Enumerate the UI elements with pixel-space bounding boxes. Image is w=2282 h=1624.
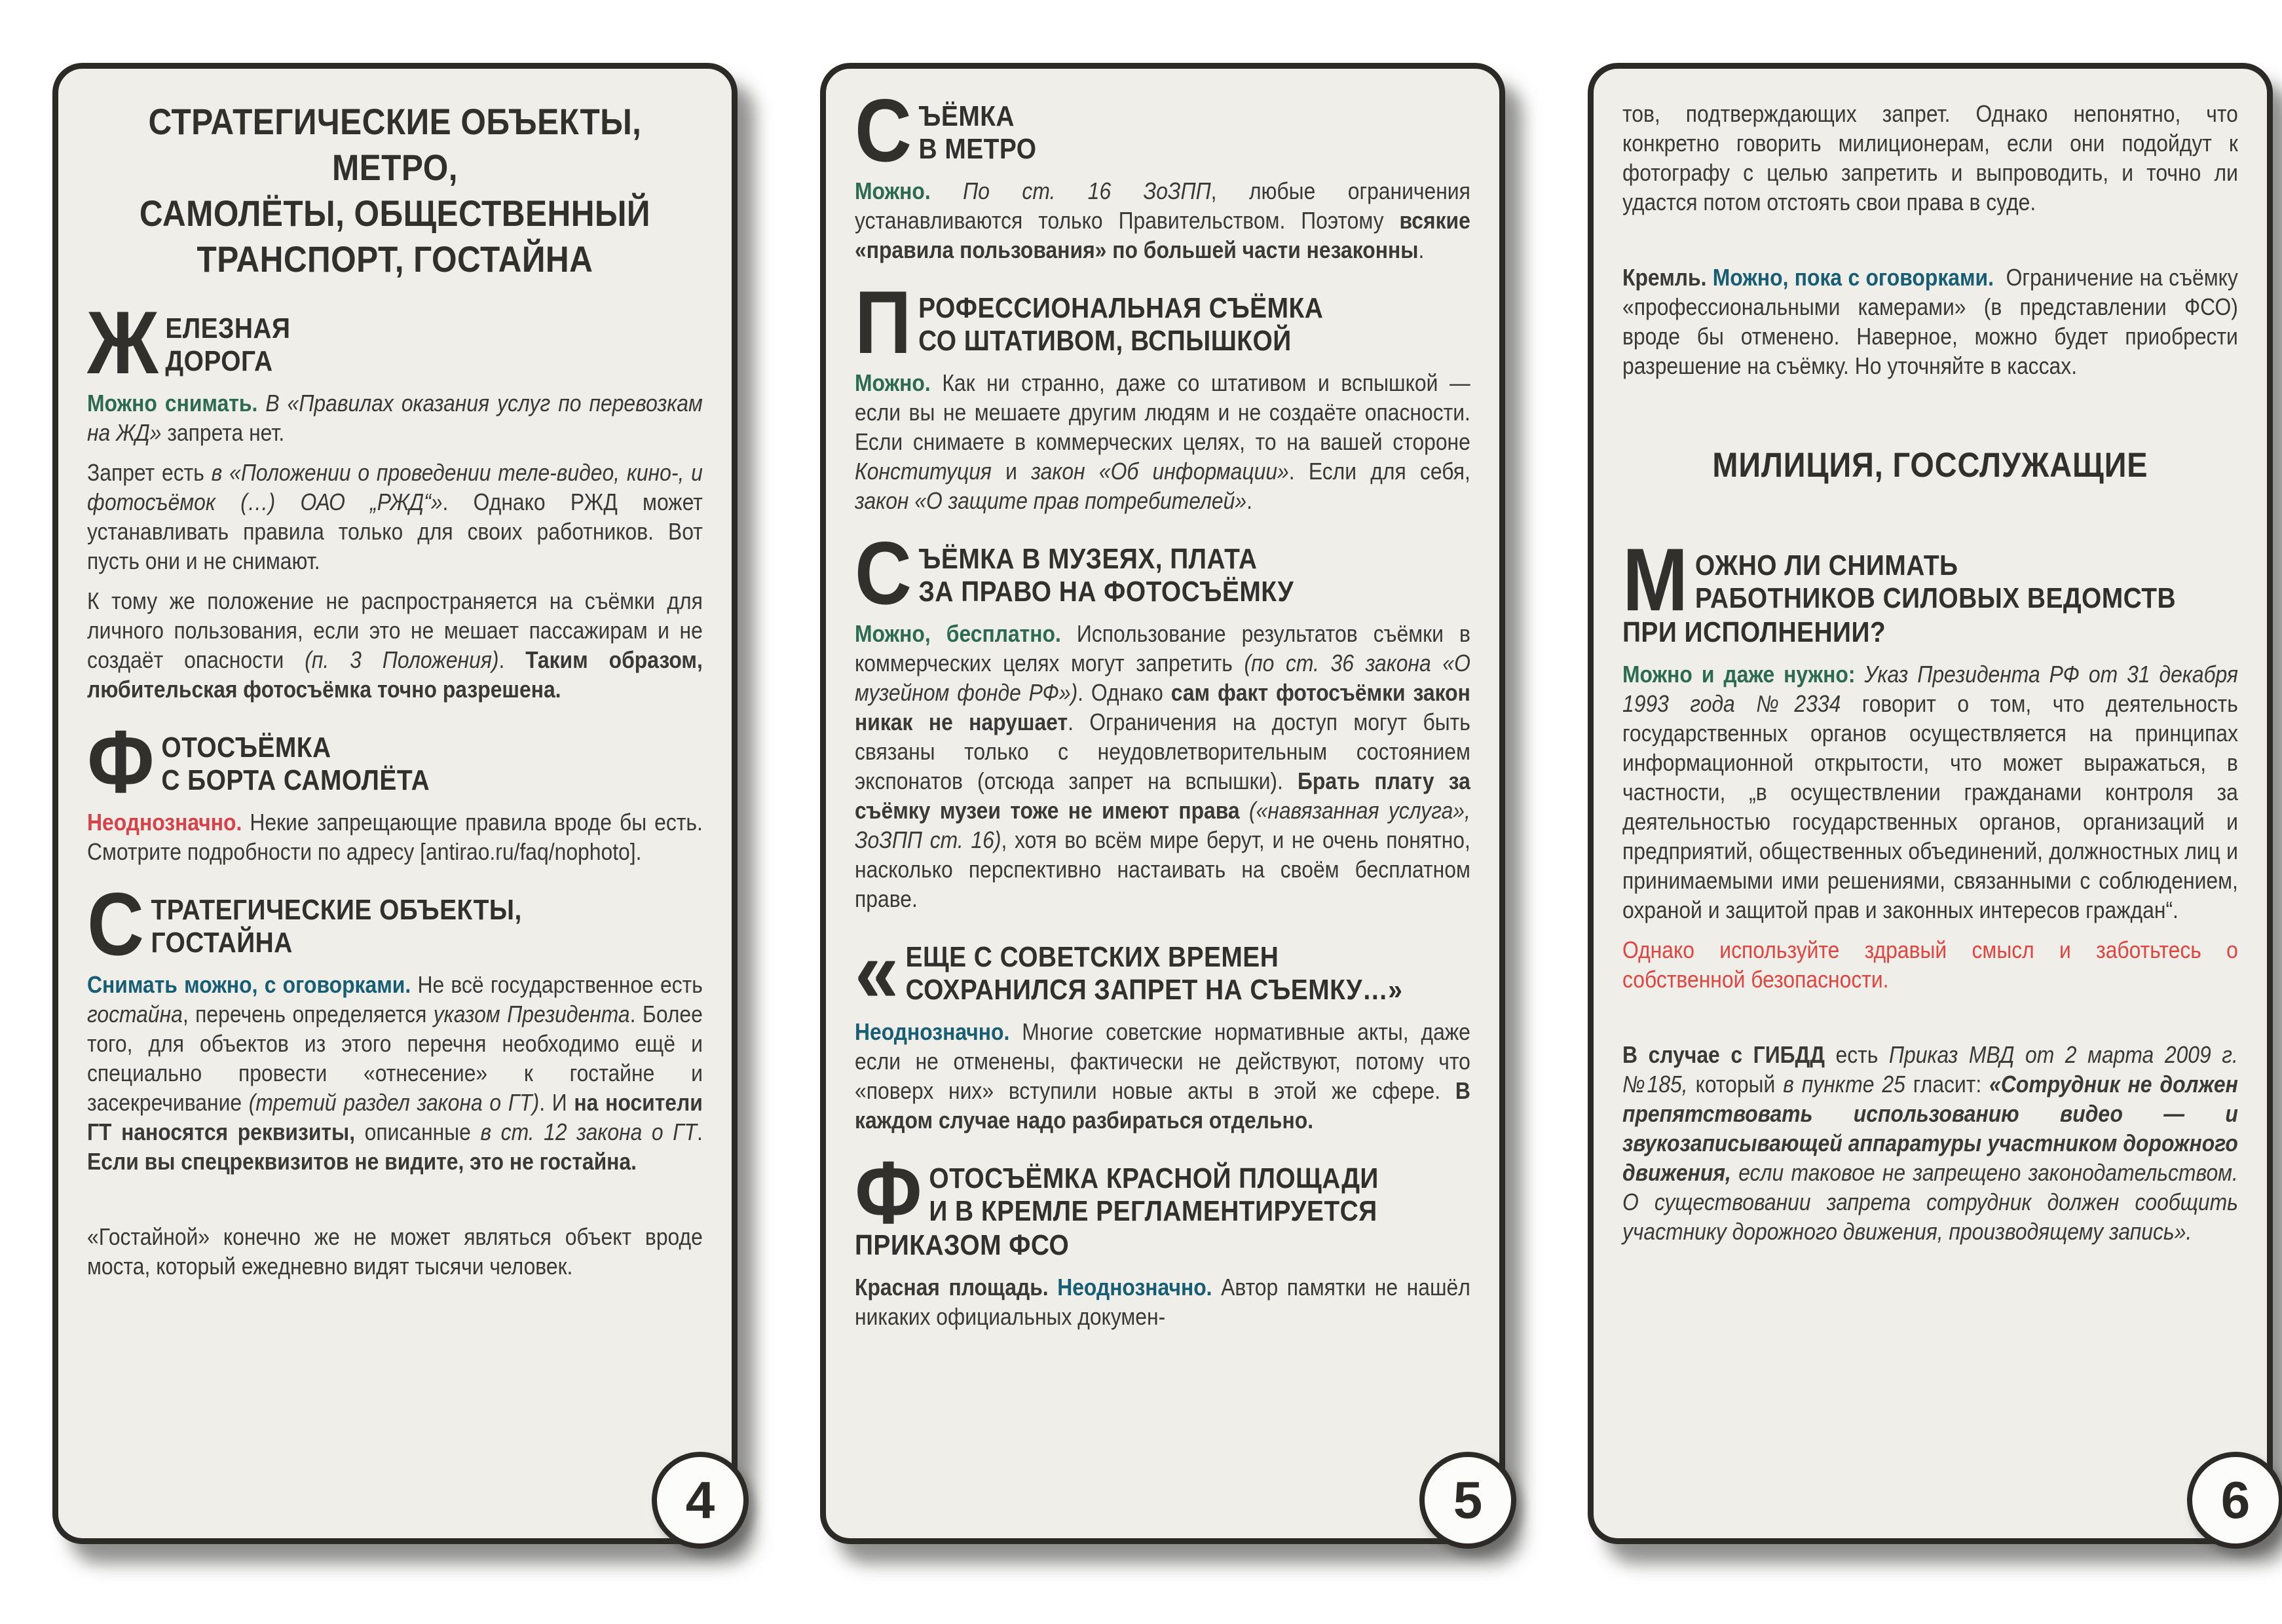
text-run: . Более того, для объектов из этого перечня необходимо ещё и специально провести «отнесение» к гостайне и засекречивание bbox=[87, 1001, 709, 1116]
drop-cap: П bbox=[855, 272, 912, 372]
text-run: К тому же положение не распространяется на съёмки для личного пользования, если это не мешает пассажирам и не создаёт опасности bbox=[87, 587, 709, 673]
text-run: . bbox=[697, 1118, 709, 1145]
text-run: всякие «правила пользования» по большей части незаконны bbox=[855, 207, 1476, 263]
text-run: Многие советские нормативные акты, даже если не отменены, фактически не действуют, потому что «поверх них» вступили новые акты в этой же сфере. bbox=[855, 1018, 1476, 1104]
section-heading-top bbox=[1622, 530, 2238, 629]
drop-cap: « bbox=[855, 921, 899, 1021]
section-heading-line: ЕЛЕЗНАЯ bbox=[165, 312, 291, 344]
text-run: Ограничение на съёмку «профессиональными камерами» (в представлении ФСО) вроде бы отменено. Наверное, можно будет приобрести разрешение на съёмку. Но уточняйте в кассах. bbox=[1622, 264, 2244, 379]
text-run: Таким образом, любительская фотосъёмка точно разрешена. bbox=[87, 646, 709, 703]
text-run bbox=[931, 177, 963, 204]
section-heading bbox=[87, 712, 703, 811]
paragraph bbox=[1622, 935, 2244, 994]
text-run: Указ Президента РФ от 31 декабря 1993 года №2334 bbox=[1622, 661, 2244, 717]
section-heading-line: В МЕТРО bbox=[918, 133, 1037, 165]
section-heading-line: СОХРАНИЛСЯ ЗАПРЕТ НА СЪЕМКУ…» bbox=[905, 974, 1403, 1006]
paragraph bbox=[87, 970, 709, 1176]
text-run: Приказ МВД от 2 марта 2009 г. №185, bbox=[1622, 1041, 2244, 1098]
text-run: Запрет есть bbox=[87, 459, 212, 486]
drop-cap: М bbox=[1622, 530, 1689, 629]
section-heading-top bbox=[855, 81, 1470, 180]
text-run: («навязанная услуга», ЗоЗПП ст. 16) bbox=[855, 797, 1476, 853]
section-heading-line: ОТОСЪЁМКА bbox=[161, 731, 331, 764]
card-inner bbox=[58, 69, 732, 1538]
drop-cap: Ф bbox=[87, 712, 155, 811]
text-run: В каждом случае надо разбираться отдельно. bbox=[855, 1077, 1476, 1134]
paragraph bbox=[87, 388, 709, 447]
paragraph bbox=[1622, 99, 2244, 217]
text-run: . Ограничения на доступ могут быть связаны только с неудовлетворительным состоянием экспонатов (отсюда запрет на вспышки). bbox=[855, 709, 1476, 794]
text-run: в пункте 25 bbox=[1783, 1071, 1905, 1098]
section-heading-top bbox=[87, 293, 703, 392]
section-heading-line: РАБОТНИКОВ СИЛОВЫХ ВЕДОМСТВ bbox=[1694, 582, 2177, 614]
text-run: , перечень определяется bbox=[182, 1001, 434, 1027]
section-heading bbox=[855, 272, 1470, 372]
section-heading-lines bbox=[906, 940, 1403, 1006]
section-heading-lines bbox=[161, 730, 430, 797]
paragraph bbox=[1622, 1040, 2244, 1246]
card-inner bbox=[1594, 69, 2267, 1538]
text-run: указом Президента bbox=[433, 1001, 630, 1027]
section-heading-line: РОФЕССИОНАЛЬНАЯ СЪЁМКА bbox=[918, 292, 1324, 324]
text-run: Кремль. bbox=[1622, 264, 1713, 291]
text-run: . Однако bbox=[1077, 679, 1171, 706]
drop-cap: С bbox=[87, 874, 144, 974]
section-heading-top bbox=[855, 921, 1470, 1021]
text-run: . bbox=[498, 646, 526, 673]
text-run: есть bbox=[1824, 1041, 1889, 1068]
section-heading-line: ОЖНО ЛИ СНИМАТЬ bbox=[1694, 549, 1958, 581]
text-run: Как ни странно, даже со штативом и вспышкой — если вы не мешаете другим людям и не создаёте опасности. Если снимаете в коммерческих целях, то на вашей стороне bbox=[855, 369, 1476, 455]
text-run: говорит о том, что деятельность государственных органов осуществляется на принципах информационной открытости, что может выражаться, в частности, „в осуществлении гражданами контроля за деятельностью государственных органов, организаций и предприятий, общественных объединений, должностных лиц и принимаемыми ими решениями, связанными с соблюдением, охраной и защитой прав и законных интересов граждан“. bbox=[1622, 690, 2244, 923]
section-heading-line: ДОРОГА bbox=[165, 345, 273, 377]
section-heading-line: ЕЩЕ С СОВЕТСКИХ ВРЕМЕН bbox=[905, 941, 1279, 973]
drop-cap: С bbox=[855, 81, 912, 180]
text-run: Можно снимать. bbox=[87, 390, 258, 416]
text-run: в «Положении о проведении теле-видео, кино-, и фотосъёмок (…) ОАО „РЖД“» bbox=[87, 459, 709, 515]
paragraph bbox=[855, 1272, 1476, 1331]
page-number-badge bbox=[652, 1452, 749, 1549]
section-heading-line: ЪЁМКА В МУЗЕЯХ, ПЛАТА bbox=[918, 543, 1258, 575]
paragraph bbox=[87, 1222, 709, 1281]
page-number: 4 bbox=[685, 1471, 715, 1529]
paragraph bbox=[855, 176, 1476, 265]
section-heading-lines bbox=[919, 542, 1294, 608]
text-run: . Однако РЖД может устанавливать правила только для своих работников. Вот пусть они и не снимают. bbox=[87, 489, 709, 574]
section-heading-line: ОТОСЪЁМКА КРАСНОЙ ПЛОЩАДИ bbox=[929, 1162, 1379, 1194]
card-content bbox=[855, 81, 1476, 1331]
text-run: Конституция bbox=[855, 458, 992, 485]
card-title-line: САМОЛЁТЫ, ОБЩЕСТВЕННЫЙ bbox=[139, 193, 650, 234]
section-heading-top bbox=[87, 712, 703, 811]
paragraph bbox=[1622, 263, 2244, 380]
text-run: . И bbox=[539, 1089, 574, 1116]
section-heading bbox=[855, 81, 1470, 180]
text-run: Можно и даже нужно: bbox=[1622, 661, 1865, 688]
text-run: . Если для себя, bbox=[1288, 458, 1476, 485]
paragraph bbox=[87, 807, 709, 866]
text-run: «Гостайной» конечно же не может являться объект вроде моста, который ежедневно видят тысячи человек. bbox=[87, 1223, 709, 1280]
section-heading-lines bbox=[918, 291, 1323, 358]
text-run: (третий раздел закона о ГТ) bbox=[248, 1089, 540, 1116]
page-number: 5 bbox=[1453, 1471, 1483, 1529]
section-heading-lines bbox=[1695, 548, 2176, 615]
paragraph bbox=[87, 586, 709, 704]
text-run: описанные bbox=[355, 1118, 481, 1145]
text-run: По ст. 16 ЗоЗПП bbox=[963, 177, 1211, 204]
text-run: Можно. bbox=[855, 369, 931, 396]
section-heading-line: ТРАТЕГИЧЕСКИЕ ОБЪЕКТЫ, bbox=[151, 894, 522, 926]
section-heading-lines bbox=[151, 893, 522, 959]
page-number-badge bbox=[1419, 1452, 1516, 1549]
section-heading-line: ЗА ПРАВО НА ФОТОСЪЁМКУ bbox=[918, 576, 1294, 608]
section-heading-top bbox=[855, 1143, 1470, 1242]
paragraph bbox=[87, 458, 709, 576]
section-heading bbox=[855, 1143, 1470, 1262]
text-run: на носители ГТ наносятся реквизиты, bbox=[87, 1089, 709, 1145]
text-run: В «Правилах оказания услуг по перевозкам на ЖД» bbox=[87, 390, 709, 446]
text-run: Если вы спецреквизитов не видите, это не гостайна. bbox=[87, 1148, 637, 1175]
text-run: Автор памятки не нашёл никаких официальных докумен- bbox=[855, 1274, 1476, 1330]
text-run: В случае с ГИБДД bbox=[1622, 1041, 1825, 1068]
text-run: (по ст. 36 закона «О музейном фонде РФ») bbox=[855, 650, 1476, 706]
page-number: 6 bbox=[2220, 1471, 2251, 1529]
section-heading bbox=[87, 293, 703, 392]
text-run: , хотя во всём мире берут, и не очень понятно, насколько перспективно настаивать на своём бесплатном праве. bbox=[855, 826, 1476, 912]
text-run: Неоднозначно. bbox=[1057, 1274, 1212, 1301]
text-run: закон «О защите прав потребителей» bbox=[855, 487, 1247, 514]
section-heading-line: И В КРЕМЛЕ РЕГЛАМЕНТИРУЕТСЯ bbox=[929, 1195, 1377, 1227]
text-run: Брать плату за съёмку музеи тоже не имеют права bbox=[855, 767, 1476, 824]
text-run: Снимать можно, с оговорками. bbox=[87, 971, 411, 998]
text-run: (п. 3 Положения) bbox=[305, 646, 499, 673]
section-heading bbox=[855, 523, 1470, 623]
section-heading bbox=[87, 874, 703, 974]
text-run: . bbox=[1418, 236, 1425, 263]
text-run: Использование результатов съёмки в коммерческих целях могут запретить bbox=[855, 620, 1476, 676]
text-run: если таковое не запрещено законодательством. О существовании запрета сотрудник должен сообщить участнику дорожного движения, производящему запись». bbox=[1622, 1159, 2244, 1245]
section-heading-line: ПРИКАЗОМ ФСО bbox=[855, 1229, 1070, 1261]
section-heading-line: ПРИ ИСПОЛНЕНИИ? bbox=[1622, 616, 1886, 648]
text-run: сам факт фотосъёмки закон никак не нарушает bbox=[855, 679, 1476, 735]
paragraph bbox=[855, 1017, 1476, 1135]
card-title-line: СТРАТЕГИЧЕСКИЕ ОБЪЕКТЫ, МЕТРО, bbox=[148, 101, 642, 188]
text-run: Однако используйте здравый смысл и заботьтесь о собственной безопасности. bbox=[1622, 936, 2244, 993]
text-run: Можно, пока с оговорками. bbox=[1712, 264, 1994, 291]
card-page-4 bbox=[52, 63, 738, 1544]
text-run: Неоднозначно. bbox=[87, 809, 242, 836]
text-run: и bbox=[991, 458, 1032, 485]
text-run: в ст. 12 закона о ГТ bbox=[480, 1118, 698, 1145]
section-heading-line: СО ШТАТИВОМ, ВСПЫШКОЙ bbox=[918, 325, 1292, 357]
section-heading-top bbox=[855, 272, 1470, 372]
text-run: Красная площадь. bbox=[855, 1274, 1058, 1301]
section-heading-top bbox=[87, 874, 703, 974]
section-banner: МИЛИЦИЯ, ГОССЛУЖАЩИЕ bbox=[1712, 446, 2148, 485]
text-run: запрета нет. bbox=[161, 419, 285, 446]
page-number-badge bbox=[2187, 1452, 2282, 1549]
card-content bbox=[1622, 99, 2244, 1246]
section-heading bbox=[1622, 530, 2238, 649]
section-heading-line: ЪЁМКА bbox=[918, 100, 1015, 132]
text-run: . bbox=[1246, 487, 1252, 514]
section-heading-top bbox=[855, 523, 1470, 623]
card-inner bbox=[826, 69, 1499, 1538]
section-heading-lines bbox=[165, 311, 290, 378]
text-run: гласит: bbox=[1905, 1071, 1990, 1098]
section-heading-lines bbox=[929, 1161, 1379, 1228]
text-run: , любые ограничения устанавливаются только Правительством. Поэтому bbox=[855, 177, 1476, 234]
text-run: Некие запрещающие правила вроде бы есть. Смотрите подробности по адресу [antirao.ru/faq/nophoto]. bbox=[87, 809, 709, 865]
text-run: Не всё государственное есть bbox=[411, 971, 709, 998]
text-run: Неоднозначно. bbox=[855, 1018, 1010, 1045]
section-heading-line: ГОСТАЙНА bbox=[151, 927, 293, 959]
text-run bbox=[257, 390, 265, 416]
section-heading bbox=[855, 921, 1470, 1021]
card-content bbox=[87, 99, 709, 1281]
section-heading-lines bbox=[919, 99, 1037, 166]
drop-cap: Ж bbox=[87, 293, 159, 392]
text-run: «Сотрудник не должен препятствовать использованию видео — и звукозаписывающей аппаратуры участником дорожного движения, bbox=[1622, 1071, 2244, 1186]
drop-cap: Ф bbox=[855, 1143, 922, 1242]
paragraph bbox=[1622, 659, 2244, 925]
card-page-6 bbox=[1588, 63, 2273, 1544]
section-heading-line: С БОРТА САМОЛЁТА bbox=[161, 764, 430, 796]
text-run: тов, подтверждающих запрет. Однако непонятно, что конкретно говорить милиционерам, если они подойдут к фотографу с целью запретить и выпроводить, и точно ли удастся потом отстоять свои права в суде. bbox=[1622, 100, 2244, 215]
drop-cap: С bbox=[855, 523, 912, 623]
card-title-line: ТРАНСПОРТ, ГОСТАЙНА bbox=[196, 238, 593, 280]
text-run: закон «Об информации» bbox=[1031, 458, 1289, 485]
card-page-5 bbox=[820, 63, 1505, 1544]
text-run: который bbox=[1687, 1071, 1784, 1098]
card-title bbox=[87, 99, 703, 282]
paragraph bbox=[855, 619, 1476, 913]
text-run: гостайна bbox=[87, 1001, 183, 1027]
paragraph bbox=[855, 368, 1476, 515]
text-run: Можно. bbox=[855, 177, 931, 204]
text-run: Можно, бесплатно. bbox=[855, 620, 1061, 647]
